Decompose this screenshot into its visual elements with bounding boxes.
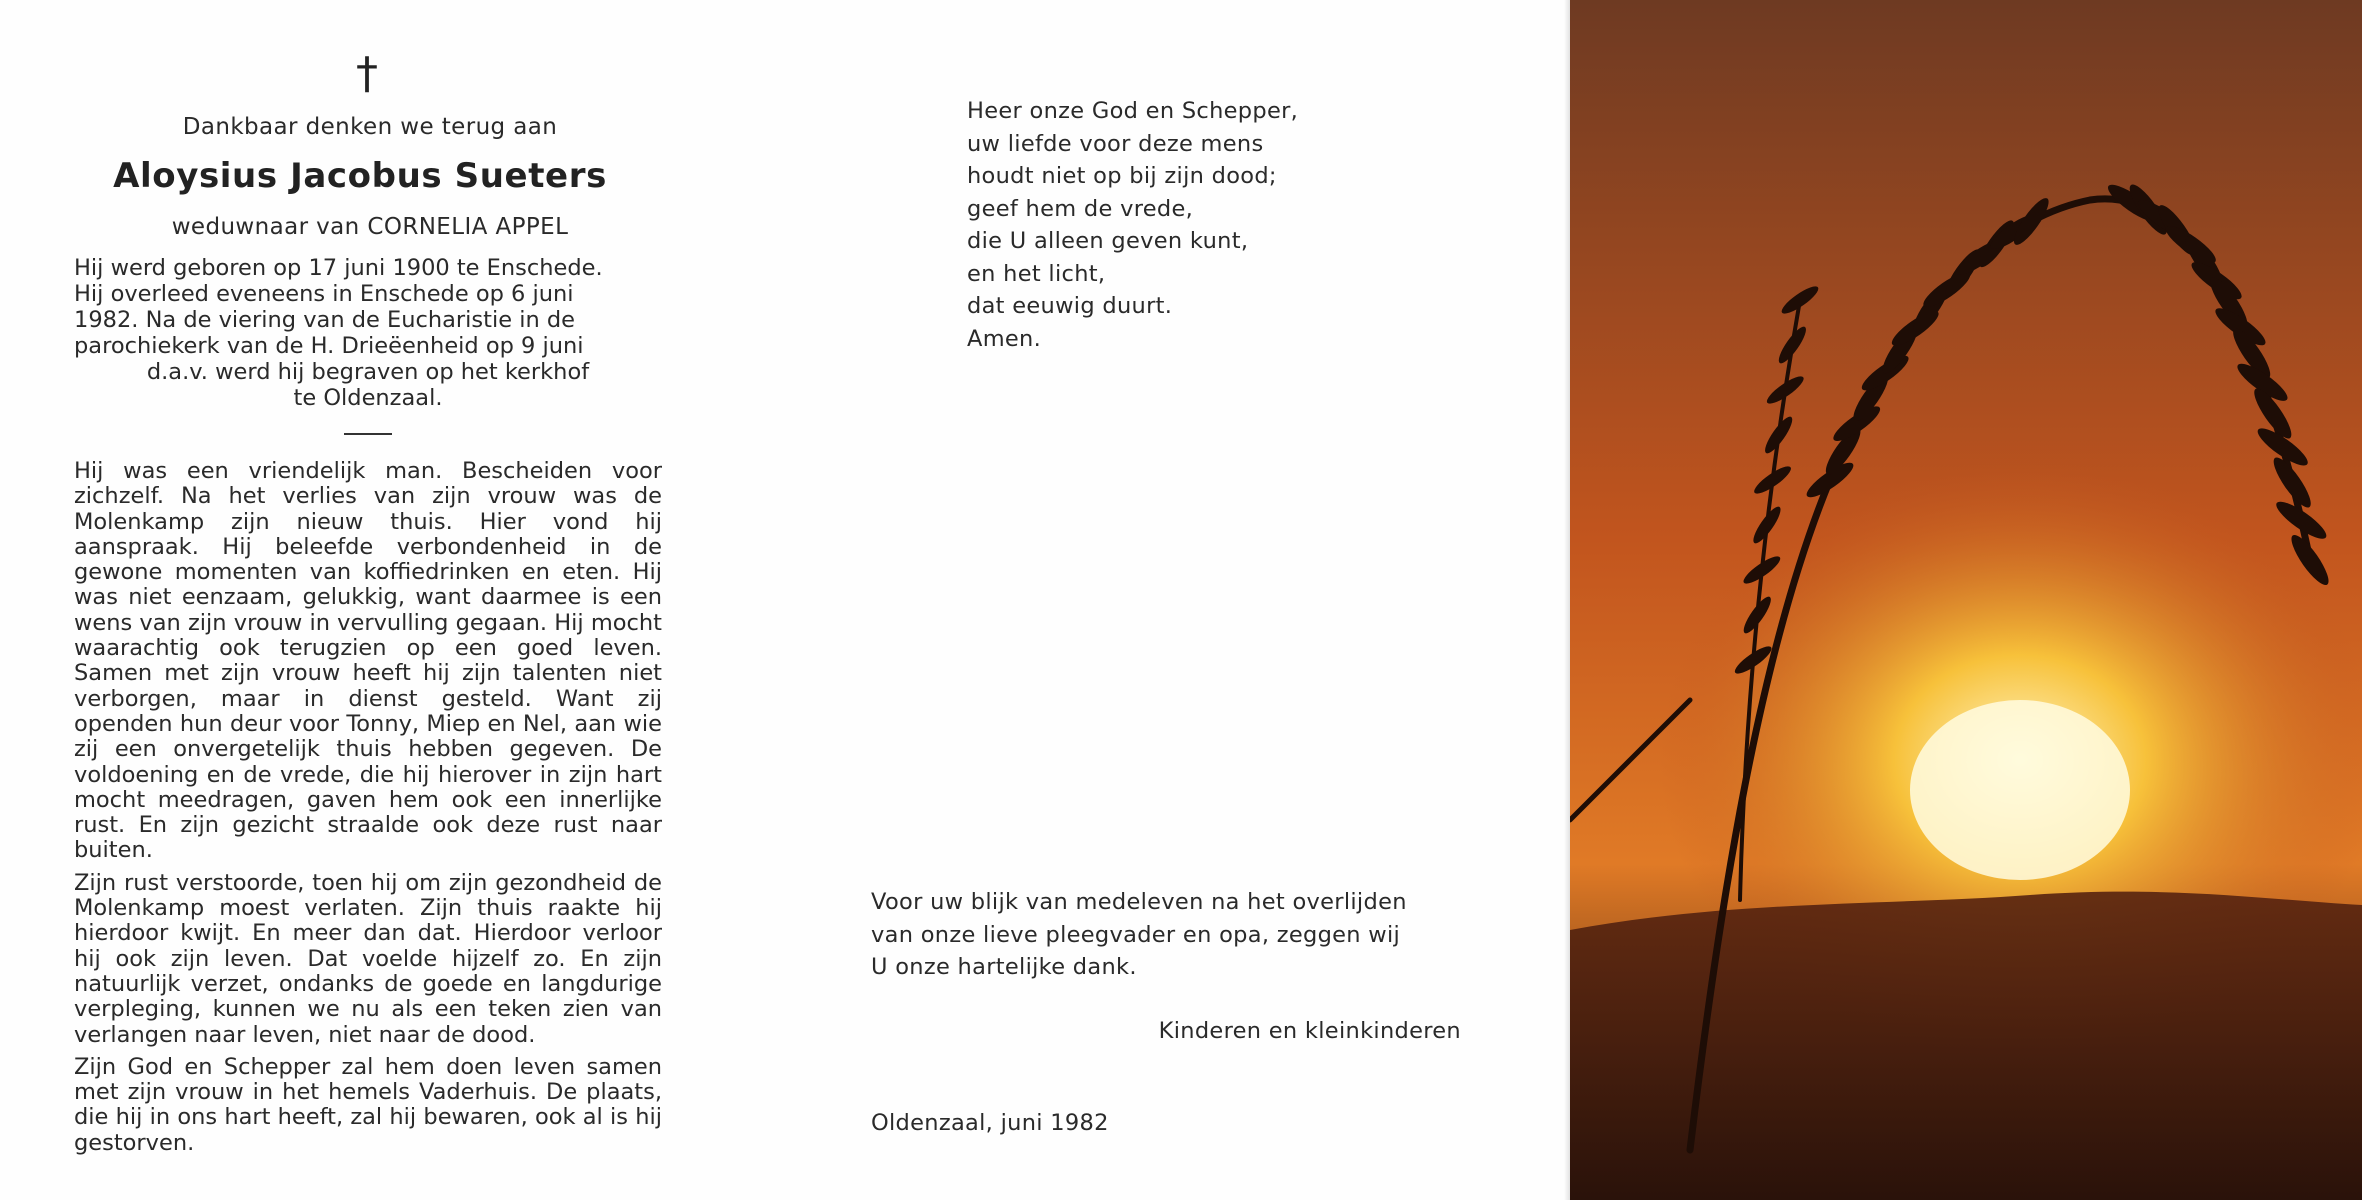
prayer-line: uw liefde voor deze mens	[967, 130, 1264, 157]
prayer-block	[967, 95, 1387, 355]
bio-line: d.a.v. werd hij begraven op het kerkhof	[146, 359, 590, 385]
bio-line: Hij werd geboren op 17 juni 1900 te Enschede.	[74, 255, 603, 281]
bio-line: parochiekerk van de H. Drieëenheid op 9 juni	[74, 333, 584, 359]
prayer-line: geef hem de vrede,	[967, 195, 1194, 222]
sunset-wheat-image	[1570, 0, 2362, 1200]
story-paragraph: Hij was een vriendelijk man. Bescheiden voor zichzelf. Na het verlies van zijn vrouw was de Molenkamp zijn nieuw thuis. Hier vond hij aanspraak. Hij beleefde verbondenheid in de gewone momenten van koffiedrinken en eten. Hij was niet eenzaam, gelukkig, want daarmee is een wens van zijn vrouw in vervulling gegaan. Hij mocht waarachtig ook terugzien op een goed leven. Samen met zijn vrouw heeft hij zijn talenten niet verborgen, maar in dienst gesteld. Want zij openden hun deur voor Tonny, Miep en Nel, aan wie zij een onvergetelijk thuis hebben gegeven. De voldoening en de vrede, die hij hierover in zijn hart mocht meedragen, gaven hem ook een innerlijke rust. En zijn gezicht straalde ook deze rust naar buiten.	[74, 458, 662, 864]
prayer-line: die U alleen geven kunt,	[967, 228, 1249, 254]
thanks-line: U onze hartelijke dank.	[871, 954, 1137, 980]
thanks-line: Voor uw blijk van medeleven na het overlijden	[871, 889, 1407, 915]
story-paragraph: Zijn rust verstoorde, toen hij om zijn gezondheid de Molenkamp moest verlaten. Zijn thuis raakte hij hierdoor kwijt. En meer dan dat. Hierdoor verloor hij ook zijn leven. Dat voelde hijzelf zo. En zijn natuurlijk verzet, ondanks de goede en langdurige verpleging, kunnen we nu als een teken zien van verlangen naar leven, niet naar de dood.	[74, 869, 662, 1048]
horizon	[1570, 892, 2362, 1200]
widow-of-text: weduwnaar van CORNELIA APPEL	[171, 214, 569, 240]
place-date-text: Oldenzaal, juni 1982	[871, 1110, 1109, 1136]
prayer-line: dat eeuwig duurt.	[967, 293, 1173, 319]
biography-block	[74, 255, 662, 411]
intro-text: Dankbaar denken we terug aan	[182, 114, 558, 140]
bio-line: Hij overleed eveneens in Enschede op 6 juni	[74, 281, 574, 307]
sun	[1910, 700, 2130, 880]
prayer-line: Heer onze God en Schepper,	[967, 98, 1299, 124]
sunset-photo	[1570, 0, 2362, 1200]
signature-text: Kinderen en kleinkinderen	[1158, 1018, 1461, 1044]
thanks-block	[871, 886, 1461, 984]
divider	[344, 433, 392, 435]
bio-line: te Oldenzaal.	[293, 385, 443, 411]
prayer-line: Amen.	[967, 325, 1042, 352]
prayer-line: houdt niet op bij zijn dood;	[967, 163, 1277, 189]
story-block	[74, 459, 662, 1163]
cross-icon: †	[356, 48, 378, 99]
prayer-line: en het licht,	[967, 260, 1106, 287]
card-left-panel	[0, 0, 760, 1200]
bio-line: 1982. Na de viering van de Eucharistie in de	[74, 307, 575, 333]
deceased-name: Aloysius Jacobus Sueters	[113, 156, 607, 196]
story-paragraph: Zijn God en Schepper zal hem doen leven samen met zijn vrouw in het hemels Vaderhuis. De plaats, die hij in ons hart heeft, zal hij bewaren, ook al is hij gestorven.	[74, 1053, 662, 1156]
thanks-line: van onze lieve pleegvader en opa, zeggen wij	[871, 921, 1401, 948]
